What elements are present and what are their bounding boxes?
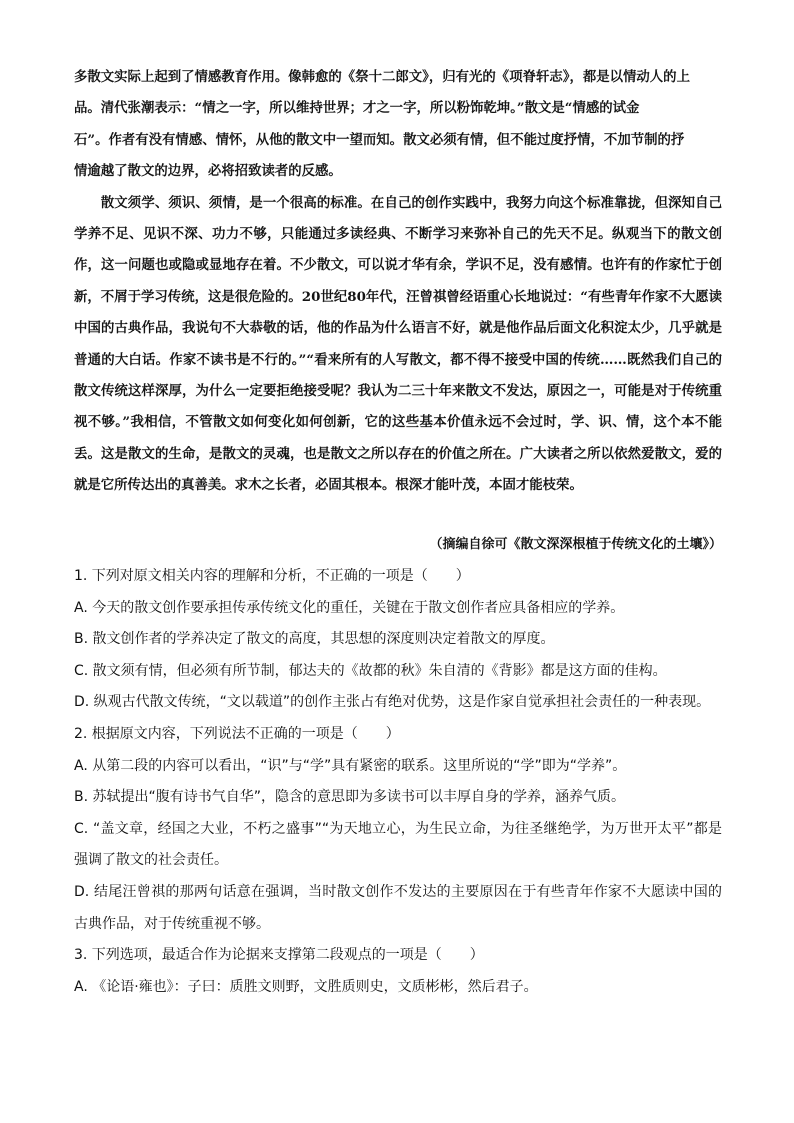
- passage: [74, 62, 722, 502]
- question-option-d: D. 结尾汪曾祺的那两句话意在强调，当时散文创作不发达的主要原因在于有些青年作家不大愿读中国的古典作品，对于传统重视不够。: [74, 883, 722, 932]
- question-option-b: B. 苏轼提出“腹有诗书气自华”，隐含的意思即为多读书可以丰厚自身的学养，涵养气质。: [74, 789, 626, 806]
- passage-line: 多散文实际上起到了情感教育作用。像韩愈的《祭十二郎文》，归有光的《项脊轩志》，都是以情动人的上: [74, 69, 690, 85]
- question-stem: 3. 下列选项，最适合作为论据来支撑第二段观点的一项是（ ）: [74, 947, 484, 964]
- question-option-a: A. 从第二段的内容可以看出，“识”与“学”具有紧密的联系。这里所说的“学”即为“学养”。: [74, 757, 627, 774]
- passage-line: 情逾越了散文的边界，必将招致读者的反感。: [74, 163, 342, 180]
- question-option-a: A. 今天的散文创作要承担传承传统文化的重任，关键在于散文创作者应具备相应的学养。: [74, 599, 625, 616]
- passage-line: 品。清代张潮表示：“情之一字，所以维持世界；才之一字，所以粉饰乾坤。”散文是“情感的试金: [74, 100, 640, 117]
- question-stem: 2. 根据原文内容，下列说法不正确的一项是（ ）: [74, 725, 400, 742]
- question-option-b: B. 散文创作者的学养决定了散文的高度，其思想的深度则决定着散文的厚度。: [74, 631, 555, 648]
- question-option-d: D. 纵观古代散文传统，“文以载道”的创作主张占有绝对优势，这是作家自觉承担社会责任的一种表现。: [74, 694, 711, 711]
- question-option-c: C. “盖文章，经国之大业，不朽之盛事”“为天地立心，为生民立命，为往圣继绝学，为万世开太平”都是强调了散文的社会责任。: [74, 820, 722, 869]
- question-3: [74, 940, 722, 1003]
- question-option-c: C. 散文须有情，但必须有所节制，郁达夫的《故都的秋》朱自清的《背影》都是这方面的佳构。: [74, 662, 667, 679]
- passage-line: 石”。作者有没有情感、情怀，从他的散文中一望而知。散文必须有情，但不能过度抒情，不加节制的抒: [74, 131, 685, 148]
- question-option-a: A. 《论语·雍也》：子曰：质胜文则野，文胜质则史，文质彬彬，然后君子。: [74, 978, 538, 995]
- question-stem: 1. 下列对原文相关内容的理解和分析，不正确的一项是（ ）: [74, 568, 470, 584]
- question-1: [74, 561, 722, 719]
- question-list: [74, 561, 722, 1003]
- passage-source: （摘编自徐可《散文深深根植于传统文化的土壤》）: [429, 537, 722, 552]
- passage-paragraph-1: [74, 62, 722, 188]
- passage-paragraph-2: 散文须学、须识、须情，是一个很高的标准。在自己的创作实践中，我努力向这个标准靠拢，但深知自己学养不足、见识不深、功力不够，只能通过多读经典、不断学习来弥补自己的先天不足。纵观当下的散文创作，这一问题也或隐或显地存在着。不少散文，可以说才华有余，学识不足，没有感情。也许有的作家忙于创新，不屑于学习传统，这是很危险的。20世纪80年代，汪曾祺曾经语重心长地说过：“有些青年作家不大愿读中国的古典作品，我说句不大恭敬的话，他的作品为什么语言不好，就是他作品后面文化积淀太少，几乎就是普通的大白话。作家不读书是不行的。”“看来所有的人写散文，都不得不接受中国的传统……既然我们自己的散文传统这样深厚，为什么一定要拒绝接受呢？我认为二三十年来散文不发达，原因之一，可能是对于传统重视不够。”我相信，不管散文如何变化如何创新，它的这些基本价值永远不会过时，学、识、情，这个本不能丢。这是散文的生命，是散文的灵魂，也是散文之所以存在的价值之所在。广大读者之所以依然爱散文，爱的就是它所传达出的真善美。求木之长者，必固其根本。根深才能叶茂，本固才能枝荣。: [74, 194, 722, 494]
- question-2: [74, 719, 722, 940]
